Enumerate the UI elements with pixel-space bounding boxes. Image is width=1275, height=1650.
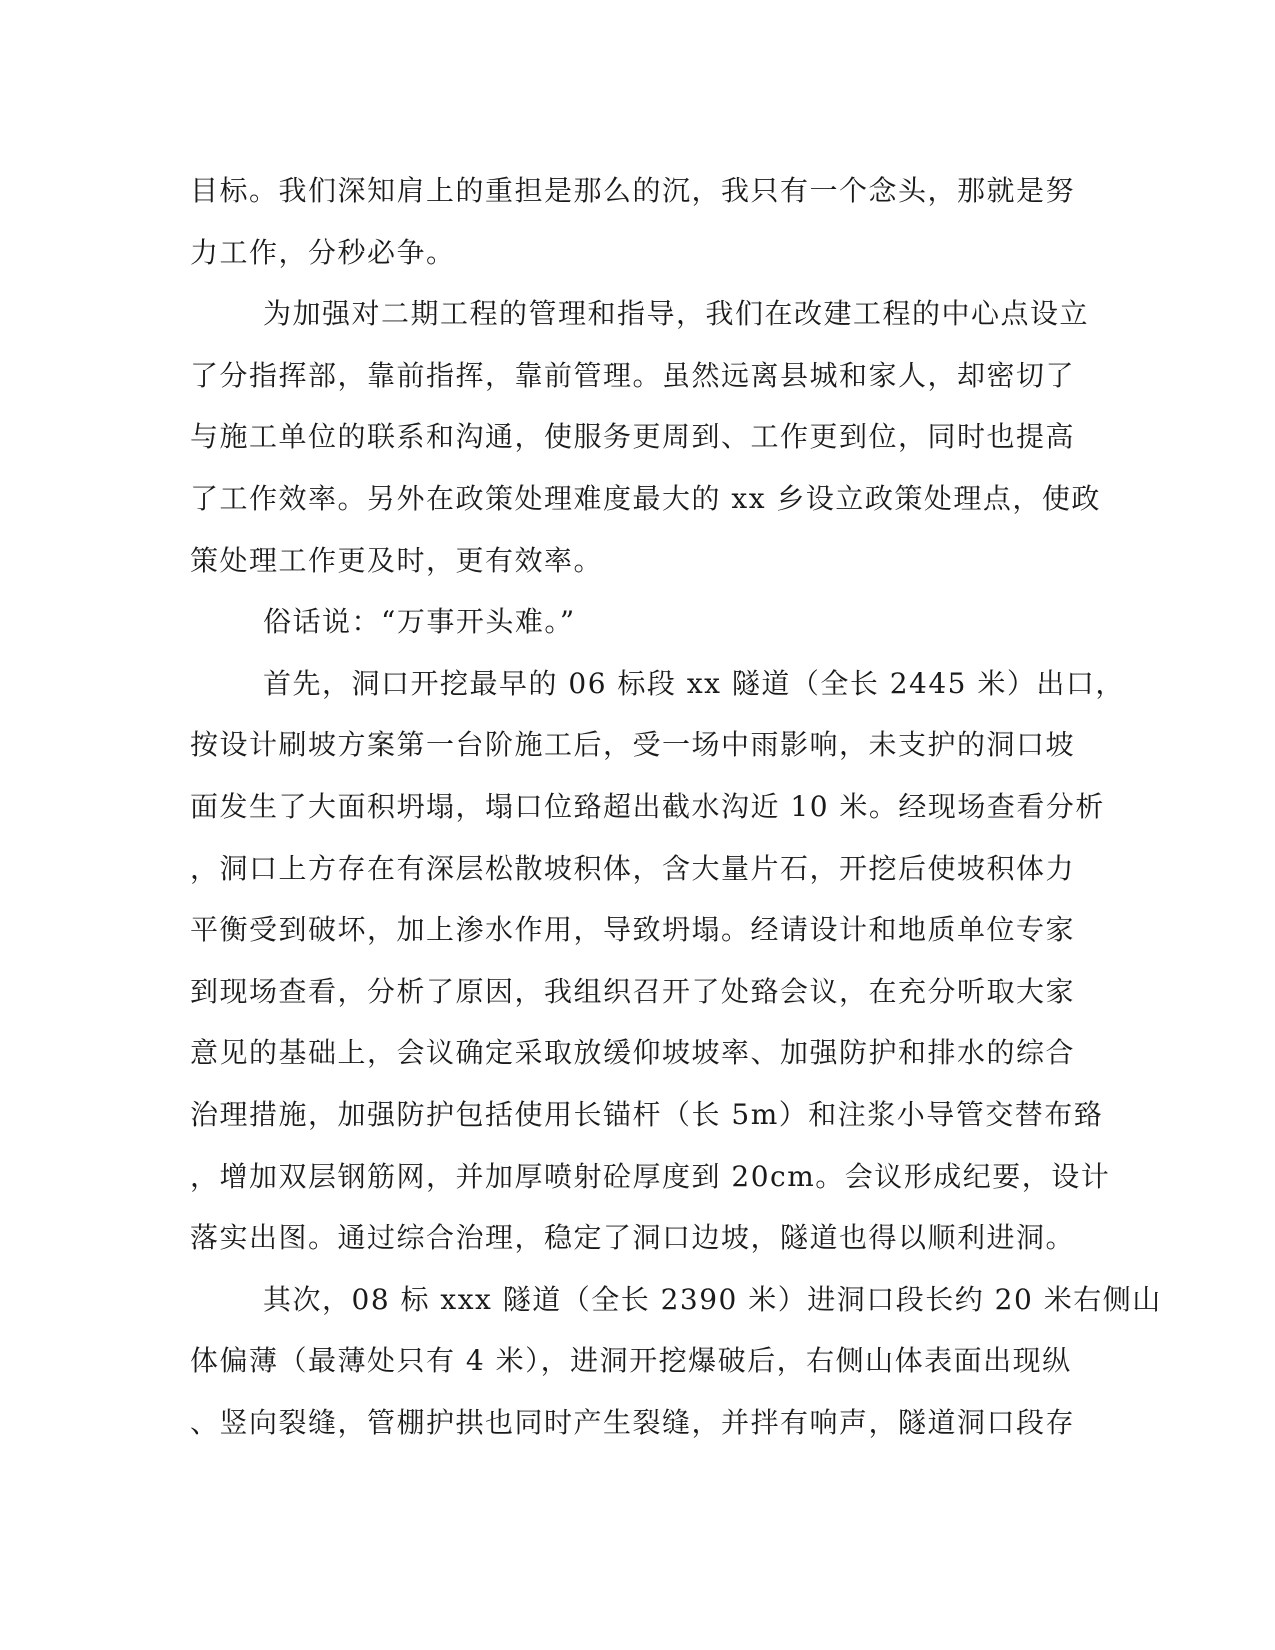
text-line: ，洞口上方存在有深层松散坡积体，含大量片石，开挖后使坡积体力	[190, 851, 1076, 885]
text-line: 体偏薄（最薄处只有 4 米），进洞开挖爆破后，右侧山体表面出现纵	[190, 1344, 1072, 1378]
paragraph-first-line: 为加强对二期工程的管理和指导，我们在改建工程的中心点设立	[263, 297, 1090, 331]
text-line: 按设计刷坡方案第一台阶施工后，受一场中雨影响，未支护的洞口坡	[190, 728, 1076, 762]
paragraph-first-line: 其次，08 标 xxx 隧道（全长 2390 米）进洞口段长约 20 米右侧山	[263, 1282, 1162, 1316]
text-line: 了分指挥部，靠前指挥，靠前管理。虽然远离县城和家人，却密切了	[190, 358, 1076, 392]
paragraph-first-line: 首先，洞口开挖最早的 06 标段 xx 隧道（全长 2445 米）出口，	[263, 666, 1125, 700]
text-line: 治理措施，加强防护包括使用长锚杆（长 5m）和注浆小导管交替布臵	[190, 1097, 1104, 1131]
text-line: 策处理工作更及时，更有效率。	[190, 543, 604, 577]
text-line: 目标。我们深知肩上的重担是那么的沉，我只有一个念头，那就是努	[190, 174, 1076, 207]
body-text	[190, 160, 1162, 1453]
text-line: 到现场查看，分析了原因，我组织召开了处臵会议，在充分听取大家	[190, 974, 1076, 1008]
text-line: 意见的基础上，会议确定采取放缓仰坡坡率、加强防护和排水的综合	[190, 1036, 1076, 1070]
text-line: 与施工单位的联系和沟通，使服务更周到、工作更到位，同时也提高	[190, 420, 1076, 454]
text-line: 、竖向裂缝，管棚护拱也同时产生裂缝，并拌有响声，隧道洞口段存	[190, 1405, 1076, 1439]
paragraph-first-line: 俗话说：“万事开头难。”	[263, 605, 576, 639]
text-line: 平衡受到破坏，加上渗水作用，导致坍塌。经请设计和地质单位专家	[190, 913, 1076, 947]
text-line: 了工作效率。另外在政策处理难度最大的 xx 乡设立政策处理点，使政	[190, 481, 1101, 515]
text-line: ，增加双层钢筋网，并加厚喷射砼厚度到 20cm。会议形成纪要，设计	[190, 1159, 1111, 1193]
text-line: 落实出图。通过综合治理，稳定了洞口边坡，隧道也得以顺利进洞。	[190, 1221, 1076, 1255]
text-line: 力工作，分秒必争。	[190, 235, 456, 269]
text-line: 面发生了大面积坍塌，塌口位臵超出截水沟近 10 米。经现场查看分析	[190, 789, 1105, 823]
